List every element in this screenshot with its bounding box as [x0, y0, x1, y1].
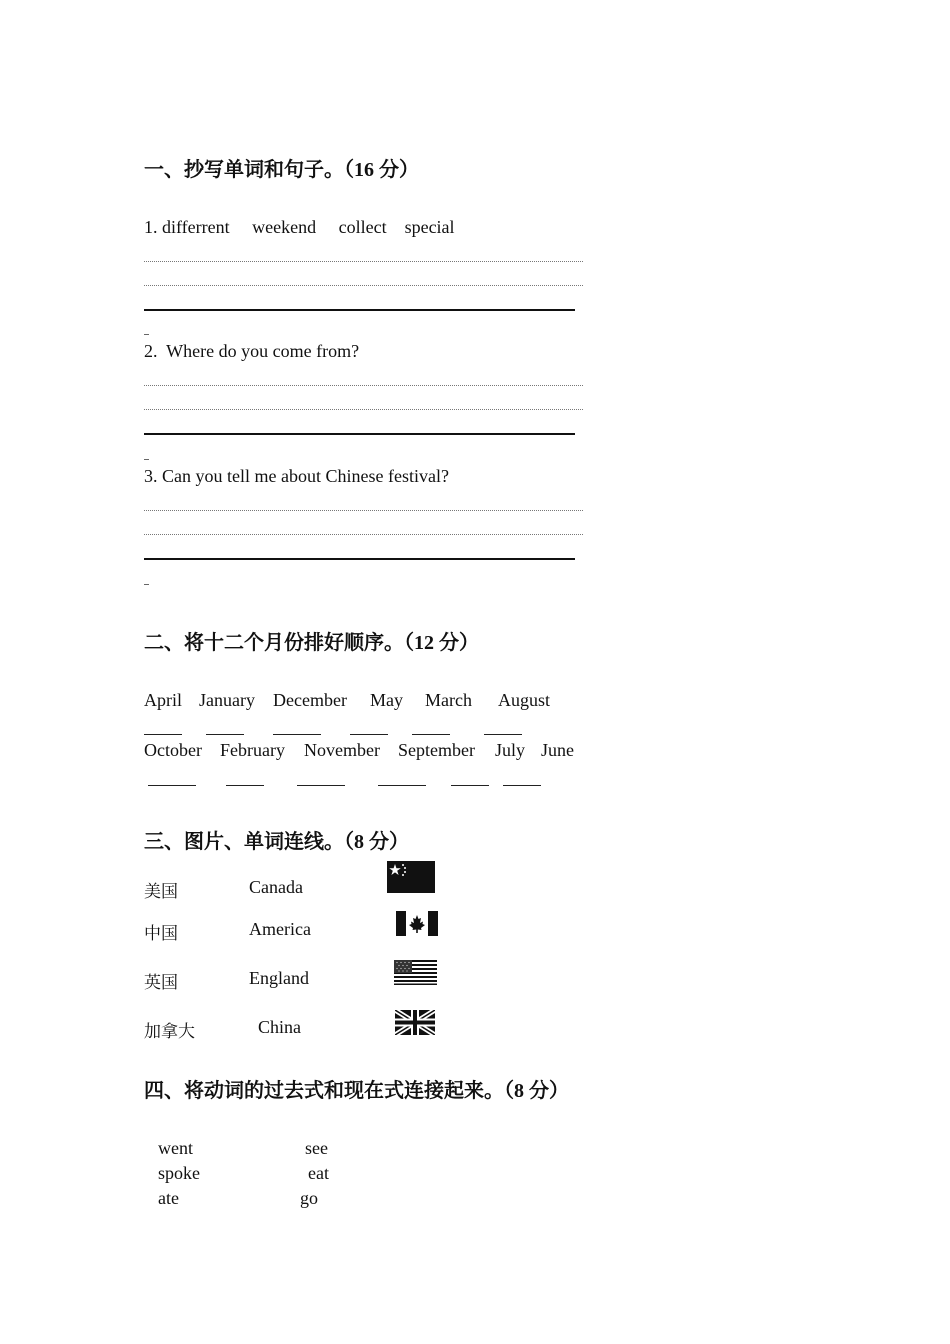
month-july: July	[495, 740, 526, 760]
answer-blank[interactable]	[273, 734, 321, 735]
month-september: September	[398, 740, 475, 760]
present-go: go	[300, 1188, 318, 1208]
writing-line	[144, 261, 583, 262]
present-see: see	[305, 1138, 328, 1158]
en-england: England	[249, 968, 309, 988]
month-april: April	[144, 690, 182, 710]
month-august: August	[498, 690, 551, 710]
answer-blank[interactable]	[226, 785, 264, 786]
cn-canada: 加拿大	[144, 1022, 195, 1042]
copy-item-3: 3. Can you tell me about Chinese festival?	[144, 466, 449, 486]
en-canada: Canada	[249, 877, 303, 897]
past-went: went	[158, 1138, 193, 1158]
writing-tick	[144, 459, 149, 460]
month-march: March	[425, 690, 472, 710]
month-january: January	[199, 690, 255, 710]
writing-line	[144, 409, 583, 410]
writing-line	[144, 285, 583, 286]
month-october: October	[144, 740, 202, 760]
answer-blank[interactable]	[412, 734, 450, 735]
past-spoke: spoke	[158, 1163, 200, 1183]
usa-flag-icon	[394, 960, 437, 985]
section4-heading: 四、将动词的过去式和现在式连接起来。（8 分）	[144, 1078, 569, 1102]
past-ate: ate	[158, 1188, 179, 1208]
writing-baseline	[144, 433, 575, 435]
answer-blank[interactable]	[297, 785, 345, 786]
writing-baseline	[144, 309, 575, 311]
en-china: China	[258, 1017, 301, 1037]
writing-line	[144, 534, 583, 535]
answer-blank[interactable]	[206, 734, 244, 735]
copy-item-2: 2. Where do you come from?	[144, 341, 360, 361]
section2-heading: 二、将十二个月份排好顺序。（12 分）	[144, 630, 479, 654]
cn-china: 中国	[144, 924, 178, 944]
writing-line	[144, 510, 583, 511]
answer-blank[interactable]	[484, 734, 522, 735]
answer-blank[interactable]	[451, 785, 489, 786]
answer-blank[interactable]	[503, 785, 541, 786]
copy-item-1: 1. differrent weekend collect special	[144, 217, 455, 237]
cn-usa: 美国	[144, 882, 178, 902]
china-flag-icon	[387, 861, 435, 893]
month-june: June	[541, 740, 574, 760]
en-america: America	[249, 919, 311, 939]
answer-blank[interactable]	[350, 734, 388, 735]
answer-blank[interactable]	[378, 785, 426, 786]
month-november: November	[304, 740, 380, 760]
answer-blank[interactable]	[144, 734, 182, 735]
canada-flag-icon	[396, 911, 438, 936]
answer-blank[interactable]	[148, 785, 196, 786]
month-december: December	[273, 690, 347, 710]
writing-line	[144, 385, 583, 386]
month-february: February	[220, 740, 285, 760]
present-eat: eat	[308, 1163, 329, 1183]
section1-heading: 一、抄写单词和句子。（16 分）	[144, 157, 419, 181]
writing-tick	[144, 334, 149, 335]
uk-flag-icon	[395, 1010, 435, 1035]
writing-tick	[144, 584, 149, 585]
month-may: May	[370, 690, 403, 710]
section3-heading: 三、图片、单词连线。（8 分）	[144, 829, 409, 853]
writing-baseline	[144, 558, 575, 560]
cn-england: 英国	[144, 973, 178, 993]
